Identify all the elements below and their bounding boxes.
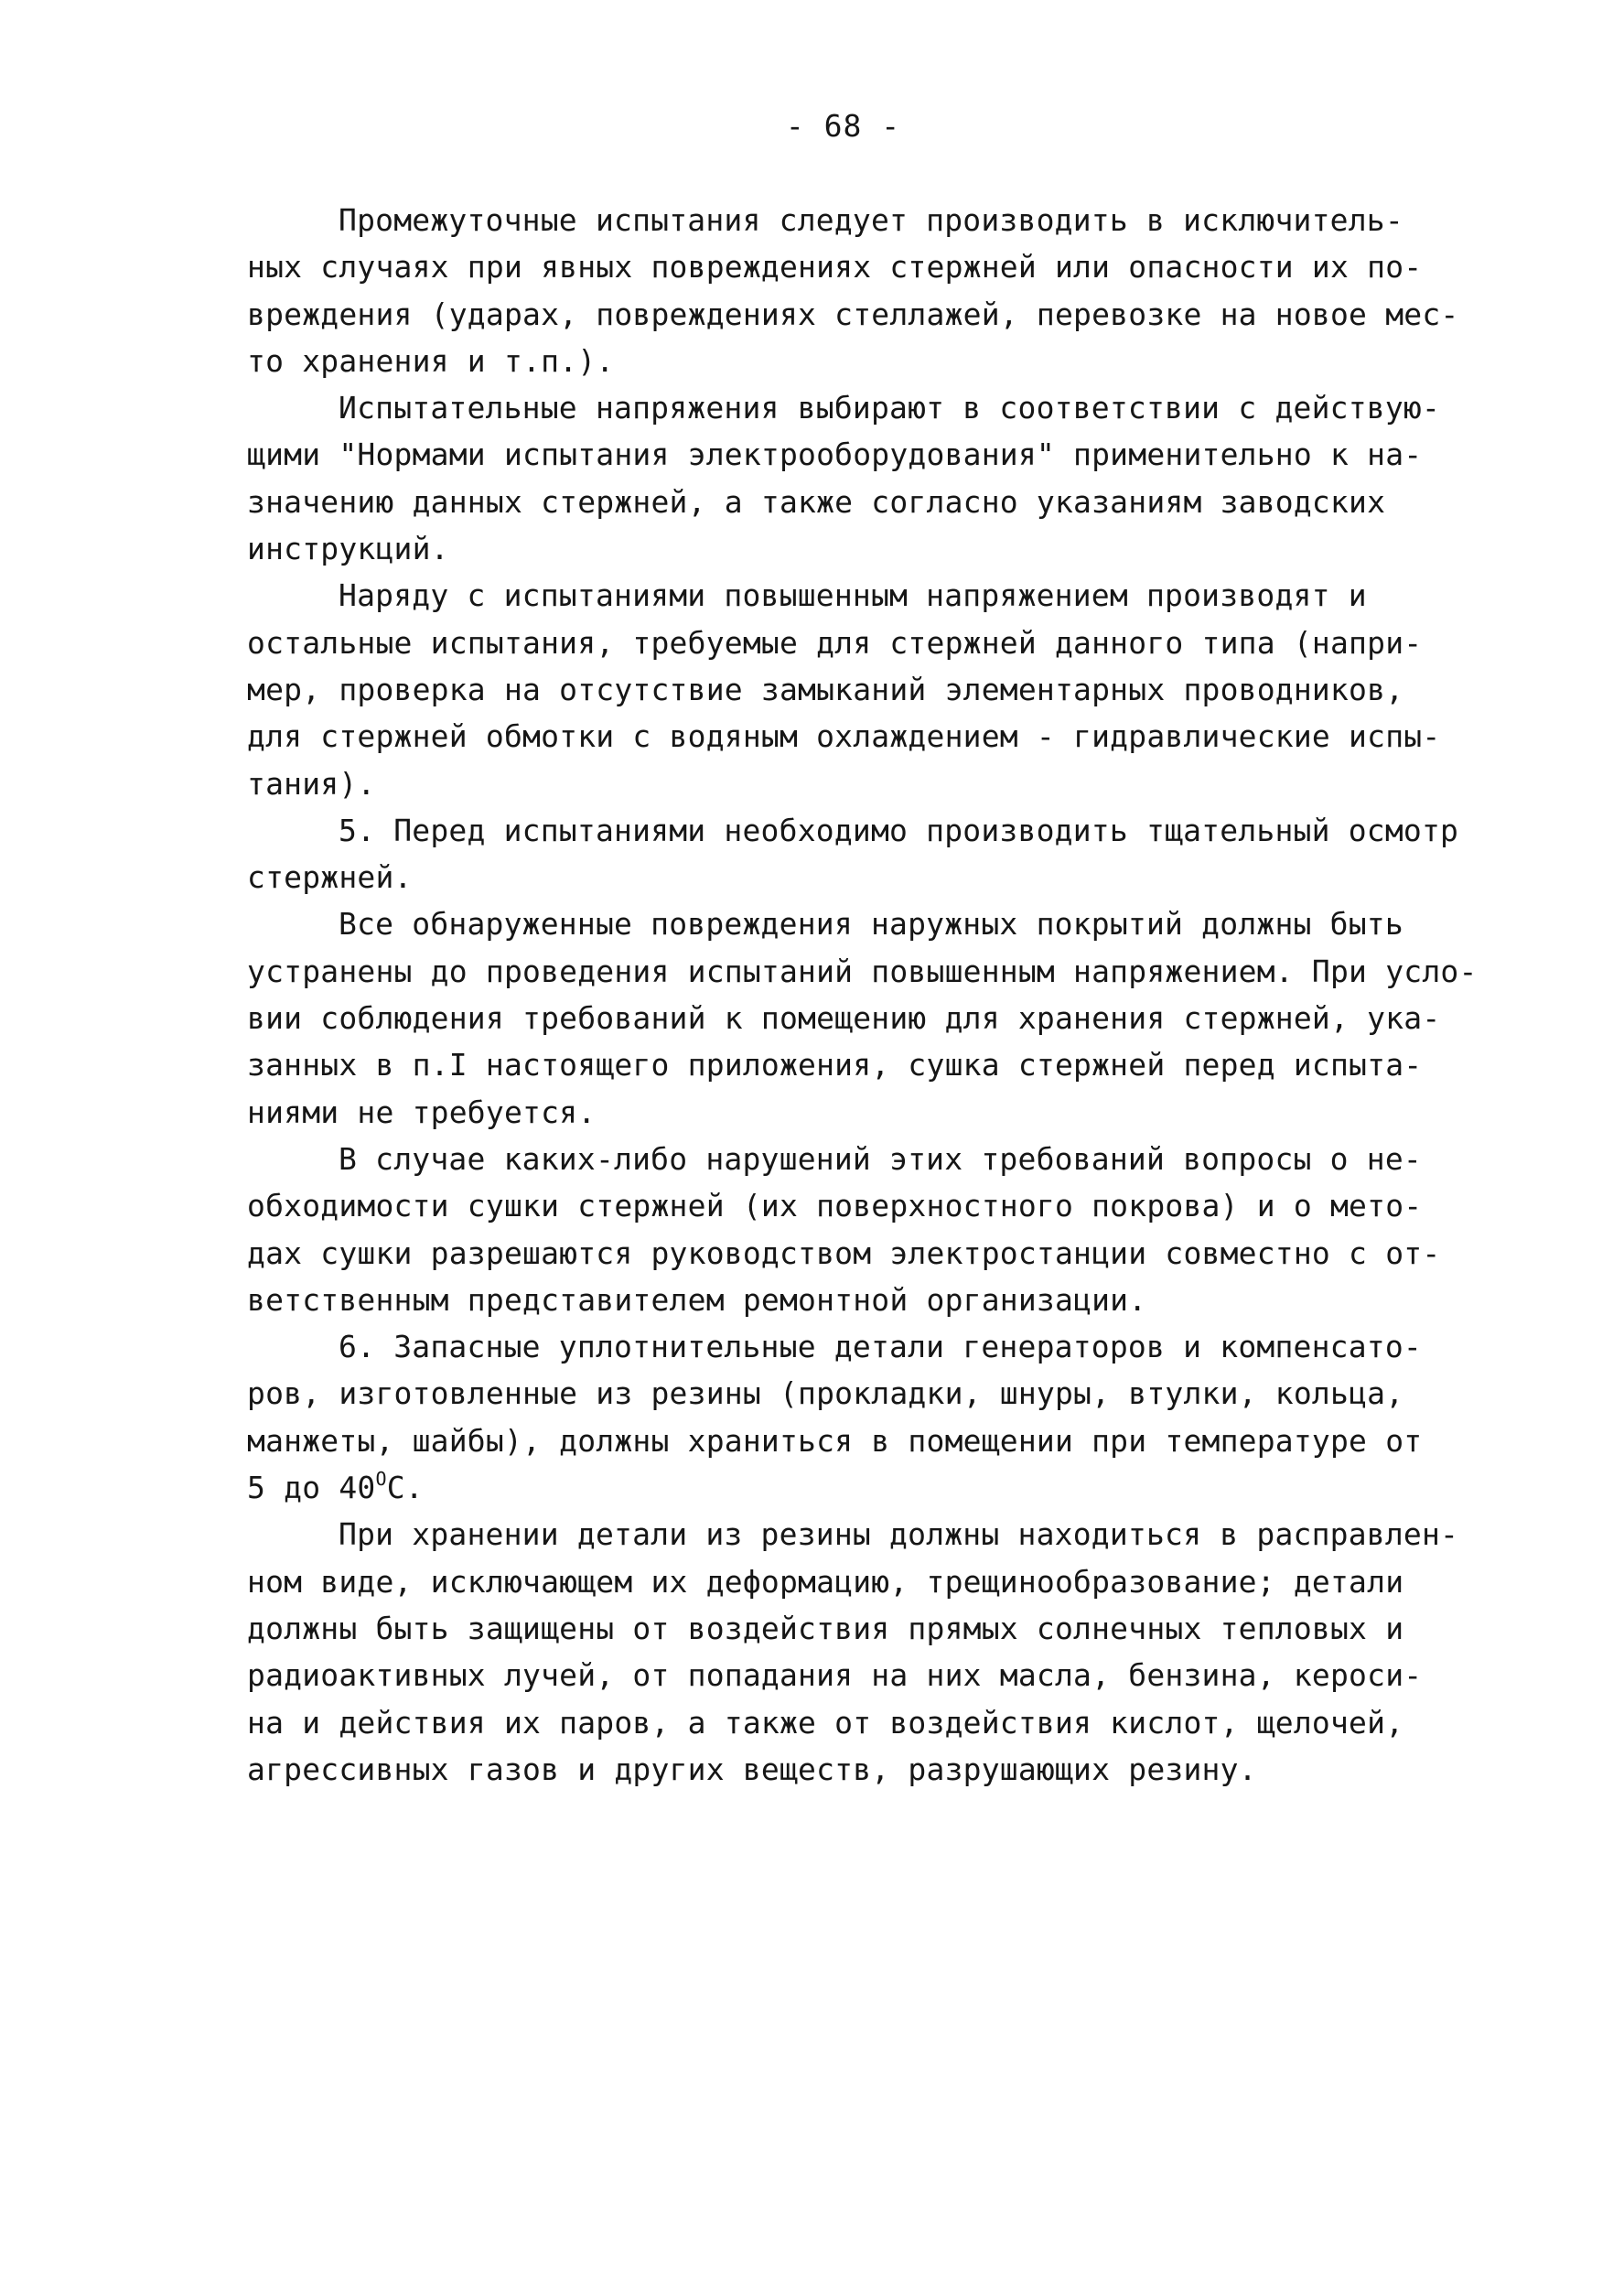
page-number: - 68 - bbox=[785, 108, 901, 144]
text-line: 5. Перед испытаниями необходимо производить тщательный осмотр bbox=[339, 812, 1459, 848]
text-line: манжеты, шайбы), должны храниться в помещении при температуре от bbox=[247, 1422, 1423, 1459]
text-line: Наряду с испытаниями повышенным напряжением производят и bbox=[339, 577, 1367, 614]
text-line: 6. Запасные уплотнительные детали генераторов и компенсато- bbox=[339, 1329, 1422, 1365]
degree-superscript: О bbox=[375, 1468, 387, 1491]
body-text bbox=[247, 197, 1519, 1793]
text-line: инструкций. bbox=[247, 531, 449, 567]
text-line: агрессивных газов и других веществ, разрушающих резину. bbox=[247, 1751, 1257, 1787]
text-line: ном виде, исключающем их деформацию, трещинообразование; детали bbox=[247, 1563, 1404, 1600]
text-line: мер, проверка на отсутствие замыканий элементарных проводников, bbox=[247, 671, 1404, 707]
text-line: При хранении детали из резины должны находиться в расправлен- bbox=[339, 1516, 1459, 1553]
text-line: для стержней обмотки с водяным охлаждением - гидравлические испы- bbox=[247, 718, 1441, 755]
text-line: обходимости сушки стержней (их поверхностного покрова) и о мето- bbox=[247, 1188, 1423, 1224]
text-line: ров, изготовленные из резины (прокладки, шнуры, втулки, кольца, bbox=[247, 1375, 1404, 1412]
temperature-unit: С. bbox=[386, 1470, 424, 1506]
text-line: Все обнаруженные повреждения наружных покрытий должны быть bbox=[339, 906, 1403, 943]
text-line: остальные испытания, требуемые для стержней данного типа (напри- bbox=[247, 624, 1423, 661]
text-line: вии соблюдения требований к помещению для хранения стержней, ука- bbox=[247, 1000, 1441, 1037]
text-line: занных в п.I настоящего приложения, сушка стержней перед испыта- bbox=[247, 1047, 1423, 1083]
text-line: радиоактивных лучей, от попадания на них масла, бензина, кероси- bbox=[247, 1657, 1423, 1694]
text-line: щими "Нормами испытания электрооборудования" применительно к на- bbox=[247, 437, 1423, 473]
text-line: значению данных стержней, а также согласно указаниям заводских bbox=[247, 483, 1386, 520]
text-line-temperature bbox=[247, 1464, 1519, 1511]
text-line: Испытательные напряжения выбирают в соответствии с действую- bbox=[339, 390, 1441, 426]
text-line: вреждения (ударах, повреждениях стеллажей, перевозке на новое мес- bbox=[247, 296, 1459, 332]
temperature-range-text: 5 до 40 bbox=[247, 1470, 376, 1506]
text-line: стержней. bbox=[247, 859, 413, 896]
text-line: то хранения и т.п.). bbox=[247, 342, 615, 379]
text-line: тания). bbox=[247, 765, 376, 802]
text-line: ных случаях при явных повреждениях стержней или опасности их по- bbox=[247, 249, 1423, 286]
text-line: на и действия их паров, а также от воздействия кислот, щелочей, bbox=[247, 1704, 1404, 1741]
text-line: В случае каких-либо нарушений этих требований вопросы о не- bbox=[339, 1140, 1422, 1177]
text-line: ниями не требуется. bbox=[247, 1094, 597, 1130]
text-line: устранены до проведения испытаний повышенным напряжением. При усло- bbox=[247, 953, 1478, 989]
text-line: должны быть защищены от воздействия прямых солнечных тепловых и bbox=[247, 1610, 1404, 1646]
text-line: ветственным представителем ремонтной организации. bbox=[247, 1281, 1147, 1318]
text-line: Промежуточные испытания следует производить в исключитель- bbox=[339, 202, 1403, 238]
text-line: дах сушки разрешаются руководством электростанции совместно с от- bbox=[247, 1234, 1441, 1271]
